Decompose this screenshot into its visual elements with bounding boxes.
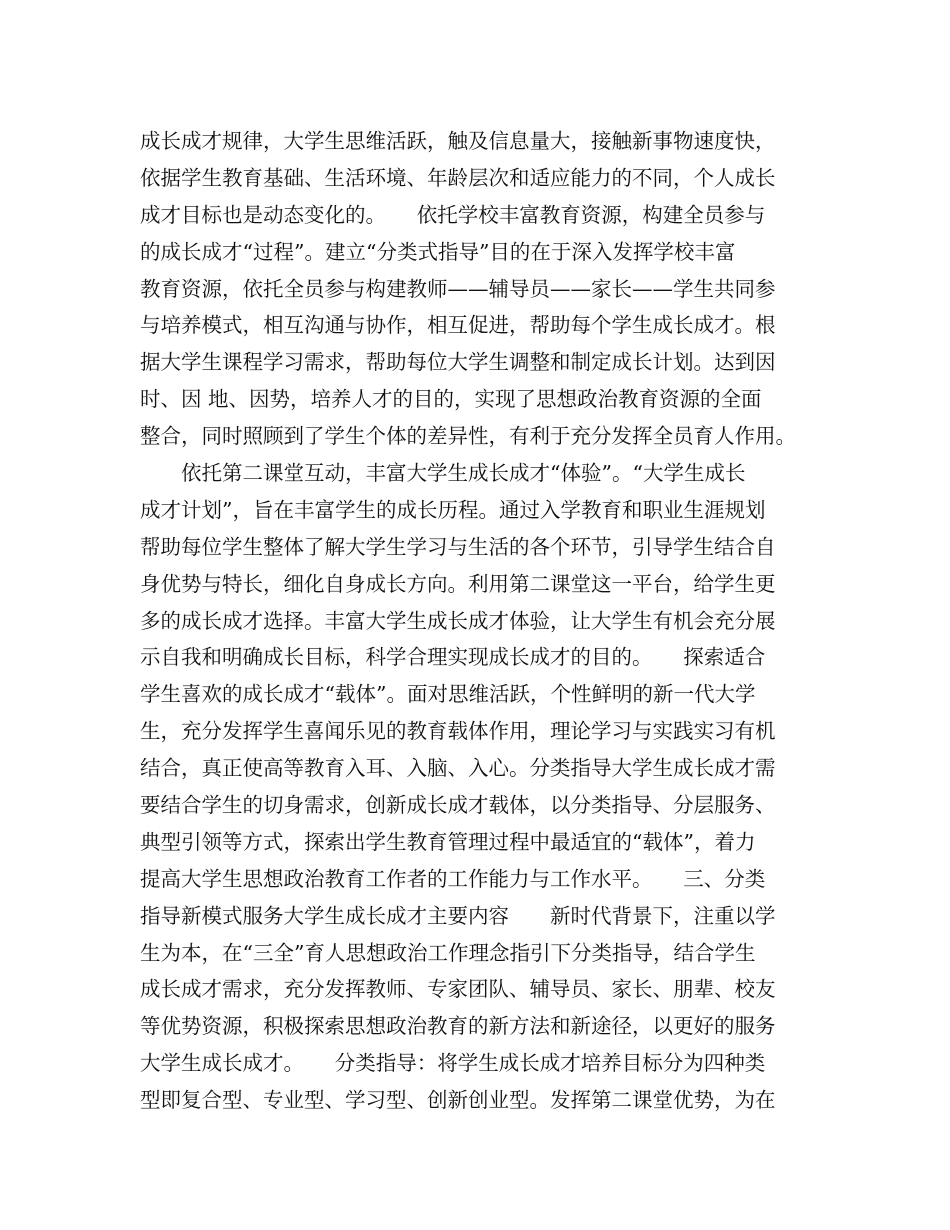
text-line: 依托第二课堂互动，丰富大学生成长成才“体验”。“大学生成长	[140, 461, 746, 486]
text-line: 帮助每位学生整体了解大学生学习与生活的各个环节，引导学生结合自	[140, 534, 776, 559]
text-line: 生，充分发挥学生喜闻乐见的教育载体作用，理论学习与实践实习有机	[140, 719, 776, 744]
text-line: 提高大学生思想政治教育工作者的工作能力与工作水平。 三、分类	[140, 866, 766, 891]
text-line: 示自我和明确成长目标，科学合理实现成长成才的目的。 探索适合	[140, 645, 766, 670]
text-line: 典型引领等方式，探索出学生教育管理过程中最适宜的“载体”，着力	[140, 829, 756, 854]
text-line: 指导新模式服务大学生成长成才主要内容 新时代背景下，注重以学	[140, 903, 776, 928]
text-line: 的成长成才“过程”。建立“分类式指导”目的在于深入发挥学校丰富	[140, 239, 736, 264]
text-line: 成长成才规律，大学生思维活跃，触及信息量大，接触新事物速度快，	[140, 129, 776, 153]
body-text	[140, 123, 830, 1119]
text-line: 成长成才需求，充分发挥教师、专家团队、辅导员、家长、朋辈、校友	[140, 977, 776, 1002]
text-line: 要结合学生的切身需求，创新成长成才载体，以分类指导、分层服务、	[140, 793, 776, 818]
text-line: 据大学生课程学习需求，帮助每位大学生调整和制定成长计划。达到因	[140, 350, 776, 375]
text-line: 整合，同时照顾到了学生个体的差异性，有利于充分发挥全员育人作用。	[140, 424, 796, 449]
text-line: 生为本，在“三全”育人思想政治工作理念指引下分类指导，结合学生	[140, 940, 756, 965]
text-line: 结合，真正使高等教育入耳、入脑、入心。分类指导大学生成长成才需	[140, 756, 776, 781]
text-line: 成才计划”，旨在丰富学生的成长历程。通过入学教育和职业生涯规划	[140, 497, 766, 522]
text-line: 教育资源，依托全员参与构建教师——辅导员——家长——学生共同参	[140, 276, 776, 301]
text-line: 成才目标也是动态变化的。 依托学校丰富教育资源，构建全员参与	[140, 202, 766, 227]
text-line: 等优势资源，积极探索思想政治教育的新方法和新途径，以更好的服务	[140, 1014, 776, 1039]
text-line: 型即复合型、专业型、学习型、创新创业型。发挥第二课堂优势，为在	[140, 1088, 776, 1113]
text-line: 大学生成长成才。 分类指导：将学生成长成才培养目标分为四种类	[140, 1051, 766, 1076]
text-line: 依据学生教育基础、生活环境、年龄层次和适应能力的不同，个人成长	[140, 165, 776, 190]
text-line: 与培养模式，相互沟通与协作，相互促进，帮助每个学生成长成才。根	[140, 313, 776, 338]
text-line: 多的成长成才选择。丰富大学生成长成才体验，让大学生有机会充分展	[140, 608, 776, 633]
text-line: 时、因 地、因势，培养人才的目的，实现了思想政治教育资源的全面	[140, 387, 762, 412]
text-line: 学生喜欢的成长成才“载体”。面对思维活跃，个性鲜明的新一代大学	[140, 682, 756, 707]
text-line: 身优势与特长，细化自身成长方向。利用第二课堂这一平台，给学生更	[140, 571, 776, 596]
